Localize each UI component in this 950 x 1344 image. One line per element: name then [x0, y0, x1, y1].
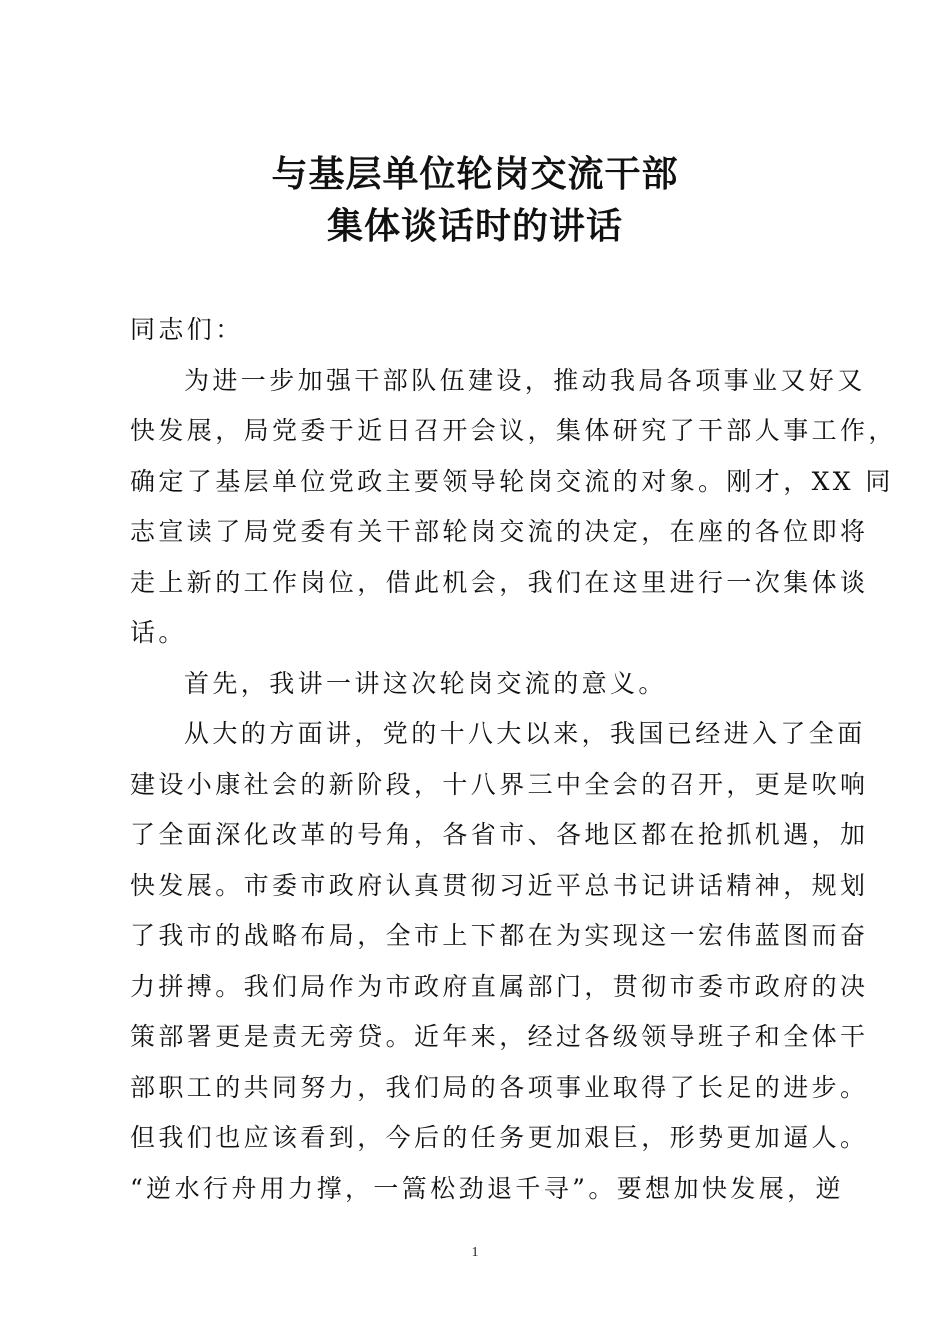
paragraph-line: 但我们也应该看到，今后的任务更加艰巨，形势更加逼人。: [130, 1123, 869, 1152]
salutation: 同志们：: [130, 315, 244, 344]
paragraph-line: 话。: [130, 618, 187, 647]
paragraph-line: 建设小康社会的新阶段，十八界三中全会的召开，更是吹响: [130, 769, 869, 799]
paragraph-line: 首先，我讲一讲这次轮岗交流的意义。: [184, 668, 667, 698]
paragraph-line: “逆水行舟用力撑，一篙松劲退千寻”。要想加快发展，逆: [130, 1173, 844, 1203]
title-line-2: 集体谈话时的讲话: [326, 205, 623, 247]
paragraph-line: 快发展，局党委于近日召开会议，集体研究了干部人事工作，: [130, 416, 897, 445]
title-line-1: 与基层单位轮岗交流干部: [271, 153, 679, 195]
paragraph-line: 部职工的共同努力，我们局的各项事业取得了长足的进步。: [130, 1072, 869, 1102]
paragraph-line: 了全面深化改革的号角，各省市、各地区都在抢抓机遇，加: [130, 820, 869, 849]
paragraph-line: 了我市的战略布局，全市上下都在为实现这一宏伟蓝图而奋: [130, 921, 869, 950]
paragraph-line: 策部署更是责无旁贷。近年来，经过各级领导班子和全体干: [130, 1022, 869, 1051]
document-title: [0, 148, 950, 252]
paragraph-line: 快发展。市委市政府认真贯彻习近平总书记讲话精神，规划: [130, 870, 869, 900]
paragraph-line: 志宣读了局党委有关干部轮岗交流的决定，在座的各位即将: [130, 517, 869, 546]
paragraph-line: 确定了基层单位党政主要领导轮岗交流的对象。刚才，XX 同: [130, 466, 894, 496]
paragraph-line: 走上新的工作岗位，借此机会，我们在这里进行一次集体谈: [130, 567, 869, 597]
paragraph-line: 力拼搏。我们局作为市政府直属部门，贯彻市委市政府的决: [130, 971, 869, 1001]
document-body: [130, 305, 897, 1214]
paragraph-line: 为进一步加强干部队伍建设，推动我局各项事业又好又: [184, 365, 866, 395]
paragraph-line: 从大的方面讲，党的十八大以来，我国已经进入了全面: [184, 719, 866, 748]
page-number: 1: [471, 1245, 479, 1260]
